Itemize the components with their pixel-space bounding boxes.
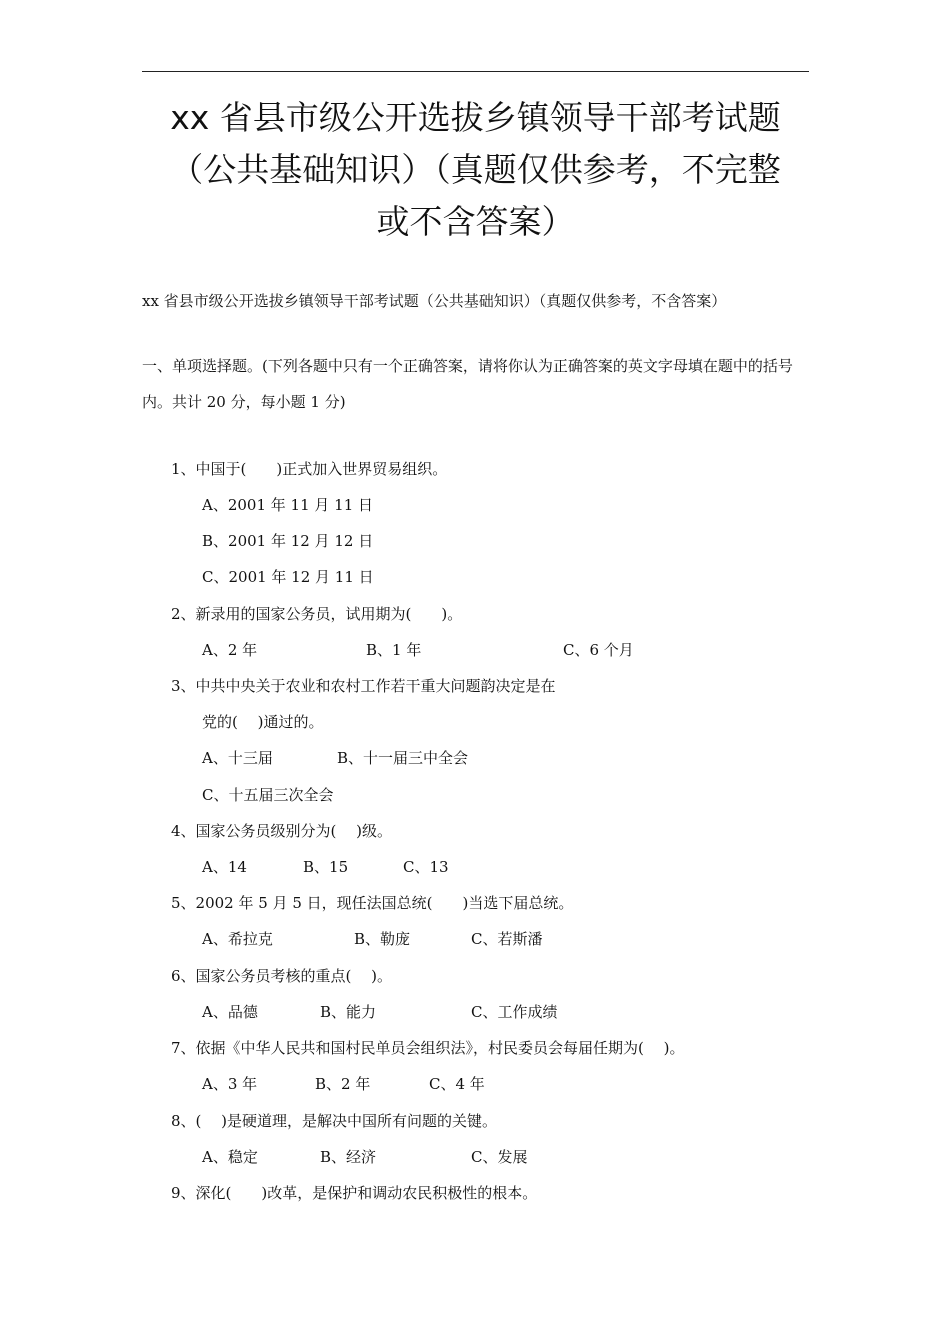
question-1-option-c: C、2001 年 12 月 11 日	[202, 568, 374, 586]
section-intro: 一、单项选择题。(下列各题中只有一个正确答案，请将你认为正确答案的英文字母填在题中的括号内。共计 20 分，每小题 1 分)	[142, 357, 793, 411]
question-7-option-c: C、4 年	[429, 1075, 485, 1093]
question-5: 5、2002 年 5 月 5 日，现任法国总统( )当选下届总统。	[171, 894, 574, 912]
title-line-3: 或不含答案）	[376, 202, 575, 241]
question-5-option-b: B、勒庞	[354, 930, 411, 948]
title-line-1: xx 省县市级公开选拔乡镇领导干部考试题	[170, 98, 781, 137]
question-4-option-b: B、15	[303, 858, 349, 876]
question-8-option-a: A、稳定	[202, 1148, 258, 1166]
question-5-option-a: A、希拉克	[202, 930, 273, 948]
question-7: 7、依据《中华人民共和国村民单员会组织法》，村民委员会每届任期为( )。	[171, 1039, 685, 1057]
question-3: 3、中共中央关于农业和农村工作若干重大问题韵决定是在	[171, 677, 556, 695]
question-3-continuation: 党的( )通过的。	[202, 713, 324, 731]
question-1-option-b: B、2001 年 12 月 12 日	[202, 532, 374, 550]
question-4-option-c: C、13	[403, 858, 449, 876]
header-rule	[142, 71, 809, 72]
question-1: 1、中国于( )正式加入世界贸易组织。	[171, 460, 448, 478]
question-3-option-a: A、十三届	[202, 749, 273, 767]
question-8-option-b: B、经济	[320, 1148, 377, 1166]
question-2: 2、新录用的国家公务员，试用期为( )。	[171, 605, 463, 623]
document-subtitle: xx 省县市级公开选拔乡镇领导干部考试题（公共基础知识）（真题仅供参考，不含答案）	[142, 292, 727, 310]
document-title	[142, 92, 809, 248]
question-4: 4、国家公务员级别分为( )级。	[171, 822, 393, 840]
question-2-option-a: A、2 年	[202, 641, 258, 659]
question-6-option-a: A、品德	[202, 1003, 258, 1021]
question-6: 6、国家公务员考核的重点( )。	[171, 967, 393, 985]
question-1-option-a: A、2001 年 11 月 11 日	[202, 496, 374, 514]
question-7-option-b: B、2 年	[315, 1075, 371, 1093]
question-7-option-a: A、3 年	[202, 1075, 258, 1093]
question-6-option-c: C、工作成绩	[471, 1003, 558, 1021]
question-8-option-c: C、发展	[471, 1148, 528, 1166]
question-2-option-c: C、6 个月	[563, 641, 634, 659]
title-line-2: （公共基础知识）（真题仅供参考，不完整	[170, 150, 781, 189]
question-3-option-c: C、十五届三次全会	[202, 786, 334, 804]
question-4-option-a: A、14	[202, 858, 247, 876]
question-5-option-c: C、若斯潘	[471, 930, 543, 948]
question-3-option-b: B、十一届三中全会	[337, 749, 469, 767]
question-9: 9、深化( )改革，是保护和调动农民积极性的根本。	[171, 1184, 538, 1202]
question-2-option-b: B、1 年	[366, 641, 422, 659]
question-6-option-b: B、能力	[320, 1003, 377, 1021]
question-8: 8、( )是硬道理，是解决中国所有问题的关键。	[171, 1112, 498, 1130]
